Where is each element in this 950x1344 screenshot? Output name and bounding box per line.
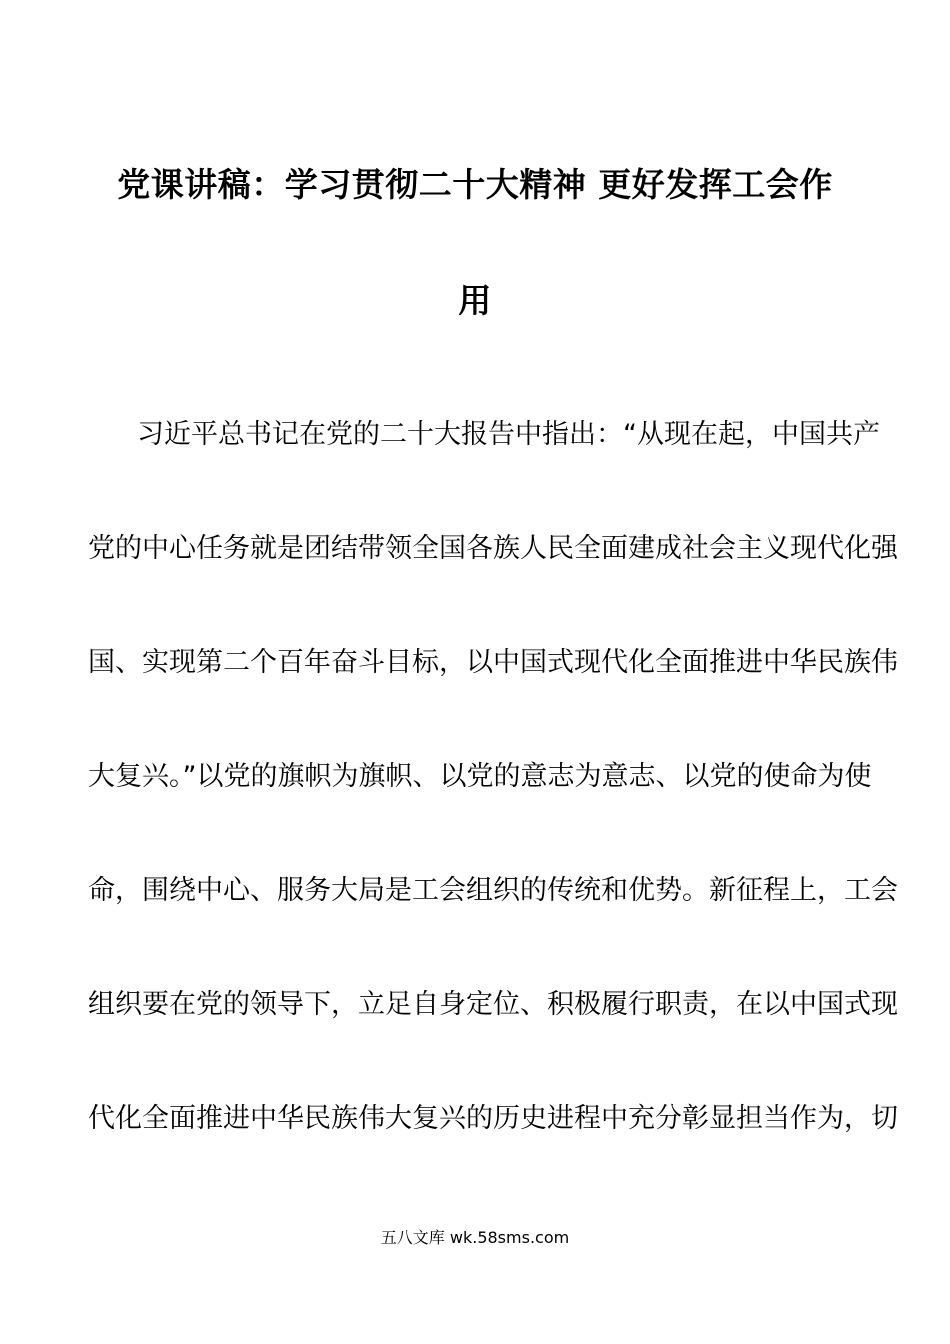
body-text-line: 代化全面推进中华民族伟大复兴的历史进程中充分彰显担当作为，切	[88, 1103, 898, 1134]
body-text-line: 国、实现第二个百年奋斗目标，以中国式现代化全面推进中华民族伟	[88, 647, 898, 678]
body-text-line: 大复兴。”以党的旗帜为旗帜、以党的意志为意志、以党的使命为使	[88, 761, 872, 792]
document-title-line-1: 党课讲稿：学习贯彻二十大精神 更好发挥工会作	[117, 165, 833, 204]
body-text-line: 命，围绕中心、服务大局是工会组织的传统和优势。新征程上，工会	[88, 875, 898, 906]
footer-watermark-text: 五八文库 wk.58sms.com	[380, 1228, 570, 1247]
body-text-line: 党的中心任务就是团结带领全国各族人民全面建成社会主义现代化强	[88, 533, 898, 564]
body-text-line: 组织要在党的领导下，立足自身定位、积极履行职责，在以中国式现	[88, 989, 898, 1020]
body-text-line: 习近平总书记在党的二十大报告中指出：“从现在起，中国共产	[137, 419, 880, 450]
document-title-line-2: 用	[458, 281, 492, 320]
